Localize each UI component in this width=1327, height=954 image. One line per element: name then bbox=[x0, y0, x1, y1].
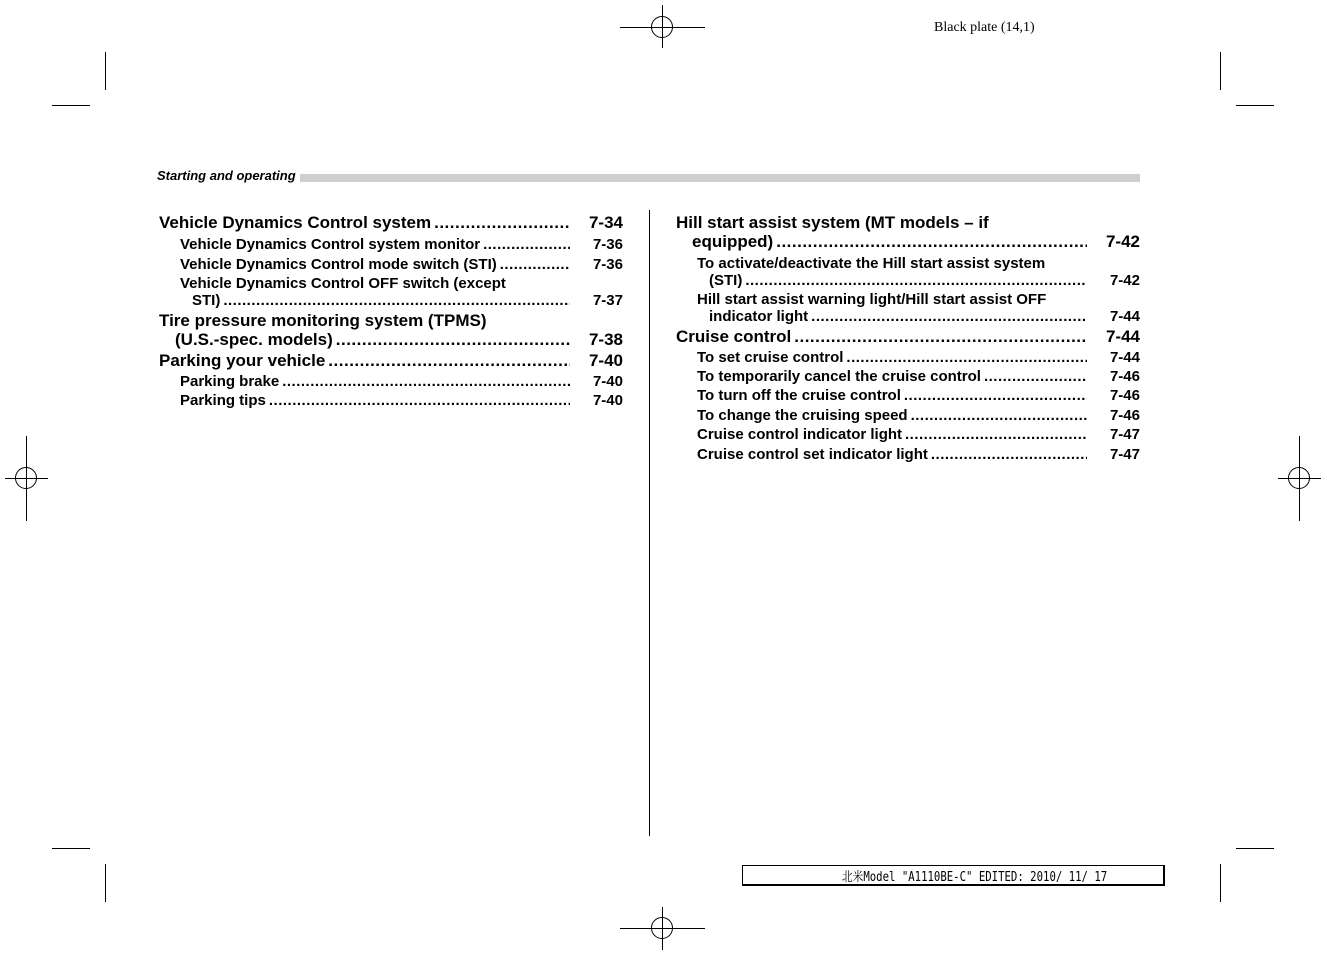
toc-page-number: 7-40 bbox=[588, 351, 623, 370]
dot-leader bbox=[500, 256, 570, 273]
toc-entry-title: Vehicle Dynamics Control system bbox=[159, 213, 432, 232]
toc-entry bbox=[159, 311, 623, 349]
toc-page-number: 7-38 bbox=[588, 330, 623, 349]
toc-page-number: 7-40 bbox=[592, 373, 623, 390]
section-title: Starting and operating bbox=[157, 168, 300, 184]
toc-page-number: 7-46 bbox=[1109, 368, 1140, 385]
toc-entry bbox=[159, 213, 623, 232]
toc-entry-title: Cruise control indicator light bbox=[697, 426, 903, 443]
toc-page-number: 7-44 bbox=[1105, 327, 1140, 346]
toc-entry-title: Vehicle Dynamics Control system monitor bbox=[180, 236, 481, 253]
toc-entry-title: indicator light bbox=[709, 308, 809, 325]
toc-entry-title: Vehicle Dynamics Control OFF switch (except bbox=[180, 275, 506, 292]
toc-page-number: 7-37 bbox=[592, 292, 623, 309]
toc-entry-title: Vehicle Dynamics Control mode switch (STI) bbox=[180, 256, 497, 273]
dot-leader bbox=[905, 426, 1087, 443]
dot-leader bbox=[745, 272, 1087, 289]
dot-leader bbox=[904, 387, 1087, 404]
toc-entry-title: (U.S.-spec. models) bbox=[175, 330, 333, 349]
toc-page-number: 7-36 bbox=[592, 256, 623, 273]
toc-entry bbox=[697, 387, 1140, 404]
dot-leader bbox=[776, 232, 1087, 251]
toc-page-number: 7-42 bbox=[1105, 232, 1140, 251]
toc-entry-title: STI) bbox=[192, 292, 221, 309]
toc-entry bbox=[676, 213, 1140, 251]
dot-leader bbox=[931, 446, 1087, 463]
toc-page-number: 7-46 bbox=[1109, 387, 1140, 404]
toc-entry-title: Cruise control bbox=[676, 327, 792, 346]
toc-entry-title: To temporarily cancel the cruise control bbox=[697, 368, 981, 385]
toc-entry bbox=[180, 392, 623, 409]
toc-entry-title: Parking tips bbox=[180, 392, 266, 409]
toc-entry-title: Hill start assist system (MT models – if bbox=[676, 213, 989, 232]
column-divider bbox=[649, 210, 650, 836]
toc-entry-title: To set cruise control bbox=[697, 349, 844, 366]
toc-entry-title: Tire pressure monitoring system (TPMS) bbox=[159, 311, 487, 330]
toc-entry-title: Parking your vehicle bbox=[159, 351, 326, 370]
dot-leader bbox=[794, 327, 1087, 346]
section-header-bar bbox=[157, 174, 1140, 182]
toc-entry-title: equipped) bbox=[692, 232, 774, 251]
toc-entry-title: To change the cruising speed bbox=[697, 407, 908, 424]
dot-leader bbox=[984, 368, 1087, 385]
toc-page-number: 7-44 bbox=[1109, 349, 1140, 366]
toc-entry bbox=[180, 256, 623, 273]
toc-page-number: 7-34 bbox=[588, 213, 623, 232]
dot-leader bbox=[846, 349, 1087, 366]
dot-leader bbox=[336, 330, 570, 349]
toc-entry bbox=[697, 407, 1140, 424]
toc-entry-title: Cruise control set indicator light bbox=[697, 446, 928, 463]
dot-leader bbox=[434, 213, 570, 232]
toc-entry-title: To activate/deactivate the Hill start assist system bbox=[697, 255, 1046, 272]
dot-leader bbox=[911, 407, 1087, 424]
toc-page-number: 7-40 bbox=[592, 392, 623, 409]
dot-leader bbox=[223, 292, 570, 309]
toc-page-number: 7-44 bbox=[1109, 308, 1140, 325]
toc-entry bbox=[180, 275, 623, 309]
toc-entry bbox=[180, 373, 623, 390]
toc-entry bbox=[697, 291, 1140, 325]
toc-entry bbox=[159, 351, 623, 370]
toc-entry bbox=[697, 426, 1140, 443]
toc-page-number: 7-36 bbox=[592, 236, 623, 253]
toc-entry bbox=[697, 368, 1140, 385]
dot-leader bbox=[811, 308, 1087, 325]
dot-leader bbox=[282, 373, 570, 390]
dot-leader bbox=[328, 351, 570, 370]
plate-label: Black plate (14,1) bbox=[934, 20, 1035, 35]
toc-entry bbox=[697, 446, 1140, 463]
toc-entry-title: (STI) bbox=[709, 272, 743, 289]
toc-entry-title: Hill start assist warning light/Hill start assist OFF bbox=[697, 291, 1047, 308]
toc-page-number: 7-47 bbox=[1109, 446, 1140, 463]
dot-leader bbox=[269, 392, 570, 409]
toc-entry bbox=[697, 255, 1140, 289]
toc-page-number: 7-47 bbox=[1109, 426, 1140, 443]
footer-edit-stamp: 北米Model "A1110BE-C" EDITED: 2010/ 11/ 17 bbox=[842, 870, 1108, 885]
toc-page-number: 7-46 bbox=[1109, 407, 1140, 424]
toc-entry bbox=[676, 327, 1140, 346]
toc-entry bbox=[180, 236, 623, 253]
toc-page-number: 7-42 bbox=[1109, 272, 1140, 289]
toc-entry-title: Parking brake bbox=[180, 373, 280, 390]
toc-entry bbox=[697, 349, 1140, 366]
dot-leader bbox=[483, 236, 570, 253]
toc-entry-title: To turn off the cruise control bbox=[697, 387, 901, 404]
